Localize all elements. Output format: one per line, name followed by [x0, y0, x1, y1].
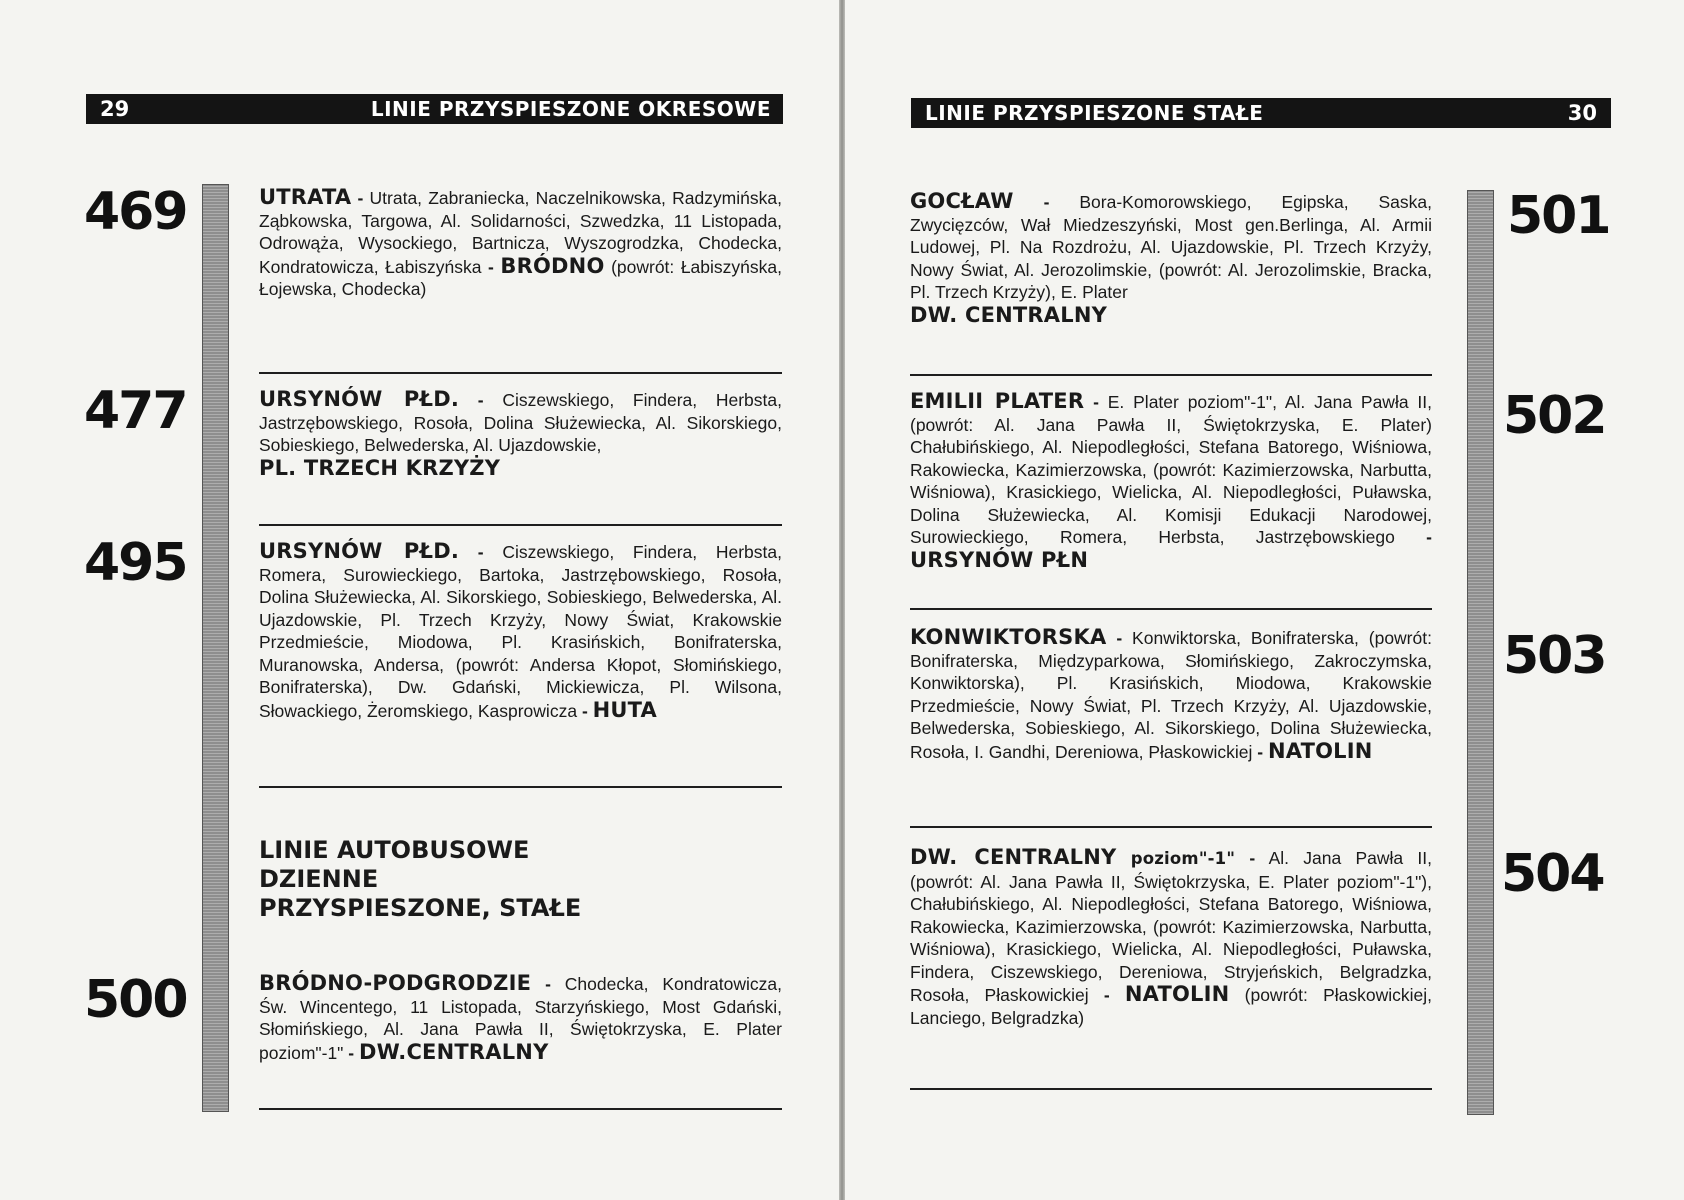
route-number-469: 469	[84, 182, 187, 242]
section-title-line: PRZYSPIESZONE, STAŁE	[259, 894, 582, 922]
route-dash: -	[477, 542, 484, 562]
divider	[910, 826, 1432, 828]
route-dash: -	[1257, 741, 1264, 762]
route-end: DW. CENTRALNY	[910, 302, 1108, 327]
route-stops: Utrata, Zabraniecka, Naczelnikowska, Radzymińska, Ząbkowska, Targowa, Al. Solidarności, Szwedzka, 11 Listopada, Odrowąża, Wysockiego, Bartnicza, Wyszogrodzka, Chodecka, Kondratowicza, Łabiszyńska	[259, 188, 782, 277]
route-start: DW. CENTRALNY	[910, 845, 1117, 869]
right-page-header	[911, 98, 1611, 128]
route-stops: Al. Jana Pawła II, (powrót: Al. Jana Pawła II, Świętokrzyska, E. Plater poziom"-1"), Chałubińskiego, Al. Niepodległości, Stefana Batorego, Wiśniowa, Rakowiecka, Kazimierzowska, (powrót: Kazimierzowska, Narbutta, Wiśniowa), Krasickiego, Wielicka, Al. Niepodległości, Puławska, Findera, Ciszewskiego, Dereniowa, Stryjeńskich, Belgradzka, Rosoła, Płaskowickiej	[910, 848, 1432, 1005]
route-stops: Ciszewskiego, Findera, Herbsta, Romera, Surowieckiego, Bartoka, Jastrzębowskiego, Rosoła, Dolina Służewiecka, Al. Sikorskiego, Sobieskiego, Belwederska, Al. Ujazdowskie, Pl. Trzech Krzyży, Nowy Świat, Krakowskie Przedmieście, Miodowa, Pl. Krasińskich, Bonifraterska, Muranowska, Andersa, (powrót: Andersa Kłopot, Słomińskiego, Bonifraterska), Dw. Gdański, Mickiewicza, Pl. Wilsona, Słowackiego, Żeromskiego, Kasprowicza	[259, 542, 782, 721]
route-end: URSYNÓW PŁN	[910, 547, 1089, 572]
vertical-accent-bar	[202, 184, 229, 1112]
divider	[910, 1088, 1432, 1090]
route-entry-501	[910, 190, 1432, 327]
route-stops: Chodecka, Kondratowicza, Św. Wincentego, 11 Listopada, Starzyńskiego, Most Gdański, Słomińskiego, Al. Jana Pawła II, Świętokrzyska, E. Plater poziom"-1"	[259, 974, 782, 1063]
divider	[259, 372, 782, 374]
route-return: (powrót: Łabiszyńska, Łojewska, Chodecka)	[259, 256, 782, 299]
route-start-suffix: poziom"-1"	[1130, 849, 1236, 868]
left-page-header	[86, 94, 783, 124]
divider	[910, 608, 1432, 610]
route-end: NATOLIN	[1124, 982, 1230, 1006]
route-stops: Ciszewskiego, Findera, Herbsta, Jastrzębowskiego, Rosoła, Dolina Służewiecka, Al. Sikorskiego, Sobieskiego, Belwederska, Al. Ujazdowskie,	[259, 390, 782, 455]
route-start: BRÓDNO-PODGRODZIE	[259, 971, 532, 995]
route-entry-495	[259, 540, 782, 722]
route-return: (powrót: Płaskowickiej, Lanciego, Belgradzka)	[910, 985, 1432, 1028]
route-dash: -	[545, 974, 551, 994]
route-dash: -	[1426, 527, 1432, 547]
route-number-500: 500	[84, 970, 187, 1030]
route-dash: -	[1103, 985, 1110, 1005]
divider	[910, 374, 1432, 376]
route-dash: -	[581, 700, 588, 721]
route-number-495: 495	[84, 533, 187, 593]
route-end: BRÓDNO	[500, 253, 605, 278]
route-end: PL. TRZECH KRZYŻY	[259, 455, 501, 480]
route-number-477: 477	[84, 381, 187, 441]
right-page	[845, 0, 1684, 1200]
route-dash: -	[1093, 392, 1099, 412]
route-dash: -	[488, 256, 494, 277]
route-number-503: 503	[1503, 626, 1606, 686]
route-entry-477	[259, 388, 782, 480]
page-title: LINIE PRZYSPIESZONE OKRESOWE	[370, 97, 771, 121]
route-stops: Bora-Komorowskiego, Egipska, Saska, Zwycięzców, Wał Miedzeszyński, Most gen.Berlinga, Al. Armii Ludowej, Pl. Na Rozdrożu, Al. Ujazdowskie, Pl. Trzech Krzyży, Nowy Świat, Al. Jerozolimskie, (powrót: Al. Jerozolimskie, Bracka, Pl. Trzech Krzyży), E. Plater	[910, 192, 1432, 302]
divider	[259, 524, 782, 526]
section-title-line: LINIE AUTOBUSOWE	[259, 836, 530, 864]
route-number-502: 502	[1503, 386, 1606, 446]
route-entry-469	[259, 186, 782, 301]
route-entry-503	[910, 626, 1432, 763]
route-stops: Konwiktorska, Bonifraterska, (powrót: Bonifraterska, Międzyparkowa, Słomińskiego, Zakroczymska, Konwiktorska), Pl. Krasińskich, Miodowa, Krakowskie Przedmieście, Nowy Świat, Pl. Trzech Krzyży, Al. Ujazdowskie, Belwederska, Sobieskiego, Al. Sikorskiego, Dolina Służewiecka, Rosoła, I. Gandhi, Dereniowa, Płaskowickiej	[910, 628, 1432, 762]
page-title: LINIE PRZYSPIESZONE STAŁE	[925, 101, 1264, 125]
divider	[259, 1108, 782, 1110]
section-title-line: DZIENNE	[259, 865, 379, 893]
route-start: EMILII PLATER	[910, 389, 1085, 413]
route-dash: -	[357, 188, 364, 208]
route-dash: -	[1249, 848, 1256, 868]
route-end: HUTA	[592, 697, 658, 722]
route-start: UTRATA	[259, 185, 352, 209]
route-entry-504	[910, 846, 1432, 1029]
left-page	[0, 0, 839, 1200]
divider	[259, 786, 782, 788]
route-dash: -	[1043, 192, 1050, 212]
route-start: GOCŁAW	[910, 189, 1014, 213]
route-number-504: 504	[1501, 844, 1604, 904]
route-dash: -	[477, 390, 484, 410]
route-end: NATOLIN	[1267, 738, 1373, 763]
route-dash: -	[1116, 628, 1123, 648]
route-entry-502	[910, 390, 1432, 572]
route-start: URSYNÓW PŁD.	[259, 387, 460, 411]
route-start: KONWIKTORSKA	[910, 625, 1107, 649]
bleed-through-decoration	[80, 300, 97, 363]
route-dash: -	[348, 1042, 355, 1063]
route-start: URSYNÓW PŁD.	[259, 539, 460, 563]
route-end: DW.CENTRALNY	[358, 1039, 549, 1064]
page-number: 29	[100, 97, 130, 121]
vertical-accent-bar	[1467, 190, 1494, 1115]
page-number: 30	[1567, 101, 1597, 125]
route-entry-500	[259, 972, 782, 1064]
route-stops: E. Plater poziom"-1", Al. Jana Pawła II, (powrót: Al. Jana Pawła II, Świętokrzyska, E. Plater) Chałubińskiego, Al. Niepodległości, Stefana Batorego, Wiśniowa, Rakowiecka, Kazimierzowska, (powrót: Kazimierzowska, Narbutta, Wiśniowa), Krasickiego, Wielicka, Al. Niepodległości, Puławska, Dolina Służewiecka, Al. Komisji Edukacji Narodowej, Surowieckiego, Romera, Herbsta, Jastrzębowskiego	[910, 392, 1432, 547]
route-number-501: 501	[1507, 186, 1610, 246]
section-title	[259, 836, 782, 923]
